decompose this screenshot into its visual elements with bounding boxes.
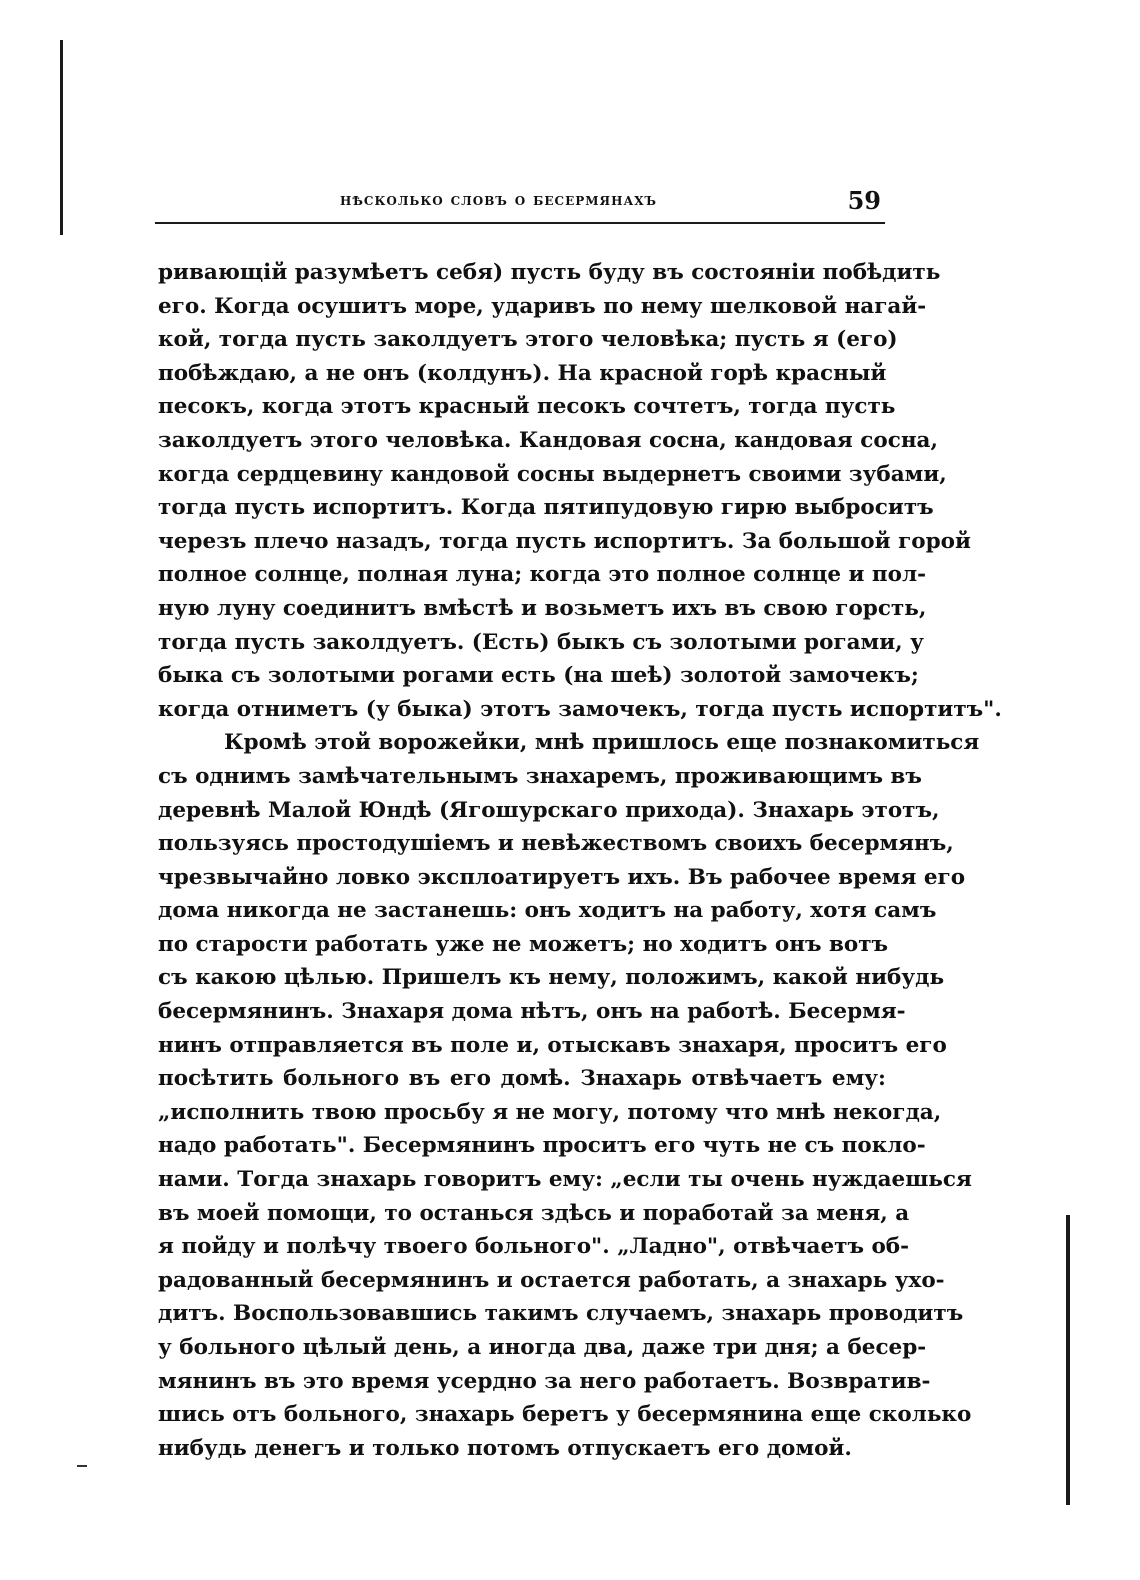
paragraph-first-line: Кромѣ этой ворожейки, мнѣ пришлось еще познакомиться xyxy=(224,730,980,756)
text-line: когда отниметъ (у быка) этотъ замочекъ, тогда пусть испортитъ". xyxy=(158,696,1002,722)
text-line: надо работать". Бесермянинъ проситъ его чуть не съ покло- xyxy=(158,1133,926,1159)
text-line: чрезвычайно ловко эксплоатируетъ ихъ. Въ рабочее время его xyxy=(158,864,966,890)
text-line: черезъ плечо назадъ, тогда пусть испортитъ. За большой горой xyxy=(158,528,971,554)
scan-dash-mark xyxy=(77,1465,87,1467)
text-line: мянинъ въ это время усердно за него работаетъ. Возвратив- xyxy=(158,1368,931,1394)
text-line: ную луну соединитъ вмѣстѣ и возьметъ ихъ въ свою горсть, xyxy=(158,595,927,621)
text-line: заколдуетъ этого человѣка. Кандовая сосна, кандовая сосна, xyxy=(158,427,938,453)
text-line: тогда пусть испортитъ. Когда пятипудовую гирю выброситъ xyxy=(158,495,934,521)
running-title: нѣсколько словъ о бесермянахъ xyxy=(340,190,658,210)
page-header xyxy=(155,186,885,224)
text-line: нами. Тогда знахарь говоритъ ему: „если ты очень нуждаешься xyxy=(158,1167,972,1193)
text-line: шись отъ больного, знахарь беретъ у бесермянина еще сколько xyxy=(158,1402,972,1428)
text-line: полное солнце, полная луна; когда это полное солнце и пол- xyxy=(158,562,927,588)
text-line: когда сердцевину кандовой сосны выдернетъ своими зубами, xyxy=(158,461,947,487)
text-line: дома никогда не застанешь: онъ ходитъ на работу, хотя самъ xyxy=(158,898,937,924)
text-line: быка съ золотыми рогами есть (на шеѣ) золотой замочекъ; xyxy=(158,663,919,689)
text-line: его. Когда осушитъ море, ударивъ по нему шелковой нагай- xyxy=(158,293,927,319)
text-line: „исполнить твою просьбу я не могу, потому что мнѣ некогда, xyxy=(158,1099,942,1125)
text-line: съ какою цѣлью. Пришелъ къ нему, положимъ, какой нибудь xyxy=(158,965,945,991)
text-line: съ однимъ замѣчательнымъ знахаремъ, проживающимъ въ xyxy=(158,763,922,789)
text-line: у больного цѣлый день, а иногда два, даже три дня; а бесер- xyxy=(158,1335,927,1360)
text-line: нибудь денегъ и только потомъ отпускаетъ его домой. xyxy=(158,1435,852,1461)
text-line: я пойду и полѣчу твоего больного". „Ладно", отвѣчаетъ об- xyxy=(158,1234,910,1260)
text-line: ривающій разумѣетъ себя) пусть буду въ состояніи побѣдить xyxy=(158,260,941,285)
text-line: дитъ. Воспользовавшись такимъ случаемъ, знахарь проводитъ xyxy=(158,1301,964,1327)
page-number: 59 xyxy=(847,186,881,215)
text-line: бесермянинъ. Знахаря дома нѣтъ, онъ на работѣ. Бесермя- xyxy=(158,999,906,1025)
text-line: побѣждаю, а не онъ (колдунъ). На красной горѣ красный xyxy=(158,360,887,386)
text-line: тогда пусть заколдуетъ. (Есть) быкъ съ золотыми рогами, у xyxy=(158,629,924,655)
text-line: посѣтить больного въ его домѣ. Знахарь отвѣчаетъ ему: xyxy=(158,1066,886,1092)
scan-edge-mark-right xyxy=(1066,1215,1070,1505)
text-line: по старости работать уже не можетъ; но ходитъ онъ вотъ xyxy=(158,931,889,957)
text-line: песокъ, когда этотъ красный песокъ сочтетъ, тогда пусть xyxy=(158,394,896,420)
scan-edge-mark-left xyxy=(60,40,63,235)
text-line: радованный бесермянинъ и остается работать, а знахарь ухо- xyxy=(158,1267,945,1293)
text-line: кой, тогда пусть заколдуетъ этого человѣка; пусть я (его) xyxy=(158,327,898,353)
text-line: въ моей помощи, то останься здѣсь и поработай за меня, а xyxy=(158,1200,910,1226)
body-text xyxy=(158,256,1002,1465)
text-line: пользуясь простодушіемъ и невѣжествомъ своихъ бесермянъ, xyxy=(158,831,954,857)
text-line: нинъ отправляется въ поле и, отыскавъ знахаря, проситъ его xyxy=(158,1032,947,1058)
text-line: деревнѣ Малой Юндѣ (Ягошурскаго прихода). Знахарь этотъ, xyxy=(158,797,940,823)
